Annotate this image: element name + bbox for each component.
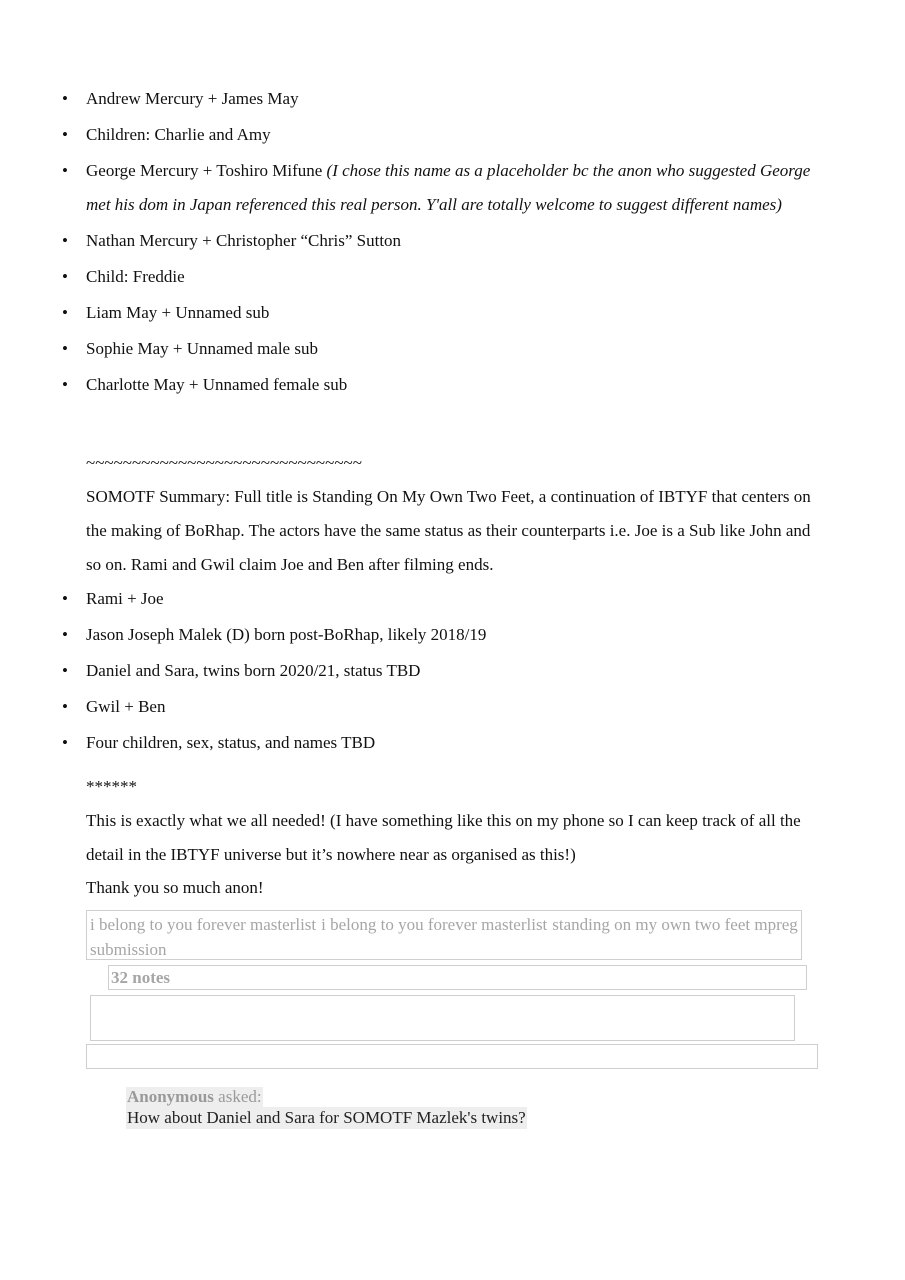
bullet-icon: • [62,661,68,680]
reply-text: This is exactly what we all needed! (I have something like this on my phone so I can keep track of all the detail in the IBTYF universe but it’s nowhere near as organised as this!) [86,811,801,864]
list-item [0,82,905,116]
tag-link[interactable]: i belong to you forever masterlist [90,915,317,934]
family-list-b [0,582,905,762]
list-item-text: Sophie May + Unnamed male sub [86,339,318,358]
ask-header [126,1087,263,1107]
bullet-icon: • [62,375,68,394]
list-item [0,654,905,688]
list-item-text: Andrew Mercury + James May [86,89,299,108]
bullet-icon: • [62,625,68,644]
tags-box [86,910,802,960]
list-item-text: Child: Freddie [86,267,185,286]
divider-line: ~~~~~~~~~~~~~~~~~~~~~~~~~~~~~~ [86,453,362,472]
list-item-text: Gwil + Ben [86,697,166,716]
list-item [0,368,905,402]
bullet-icon: • [62,733,68,752]
list-item [0,690,905,724]
family-list-a [0,82,905,404]
bullet-icon: • [62,125,68,144]
empty-frame [86,1044,818,1069]
list-item [0,296,905,330]
list-item-text: Liam May + Unnamed sub [86,303,270,322]
list-item-text: George Mercury + Toshiro Mifune [86,161,327,180]
list-item-text: Rami + Joe [86,589,164,608]
somotf-summary: SOMOTF Summary: Full title is Standing On My Own Two Feet, a continuation of IBTYF that centers on the making of BoRhap. The actors have the same status as their counterparts i.e. Joe is a Sub like John and so on. Rami and Gwil claim Joe and Ben after filming ends. [86,487,811,574]
bullet-icon: • [62,267,68,286]
list-item [0,618,905,652]
list-item [0,224,905,258]
asked-label: asked: [218,1087,262,1106]
bullet-icon: • [62,303,68,322]
thanks-text: Thank you so much anon! [86,878,264,897]
list-item [0,118,905,152]
bullet-icon: • [62,89,68,108]
notes-count-box [108,965,807,990]
author-note: (I chose this name as a placeholder bc the anon who suggested George met his dom in Japan referenced this real person. Y'all are totally welcome to suggest different names) [86,161,811,214]
ask-question: How about Daniel and Sara for SOMOTF Mazlek's twins? [127,1108,526,1127]
list-item [0,332,905,366]
list-item [0,154,905,222]
list-item-text: Charlotte May + Unnamed female sub [86,375,348,394]
list-item-text: Four children, sex, status, and names TBD [86,733,376,752]
asker-name: Anonymous [127,1087,214,1106]
tag-link[interactable]: standing on my own two feet mpreg submission [90,915,798,959]
bullet-icon: • [62,589,68,608]
list-item [0,582,905,616]
list-item [0,260,905,294]
list-item-text: Jason Joseph Malek (D) born post-BoRhap, likely 2018/19 [86,625,487,644]
tag-link[interactable]: i belong to you forever masterlist [321,915,548,934]
list-item [0,726,905,760]
bullet-icon: • [62,339,68,358]
list-item-text: Nathan Mercury + Christopher “Chris” Sutton [86,231,402,250]
list-item-text: Children: Charlie and Amy [86,125,271,144]
bullet-icon: • [62,697,68,716]
bullet-icon: • [62,161,68,180]
stars-separator: ****** [86,777,137,796]
empty-frame [90,995,795,1041]
list-item-text: Daniel and Sara, twins born 2020/21, status TBD [86,661,421,680]
bullet-icon: • [62,231,68,250]
notes-count-link[interactable]: 32 notes [111,968,171,987]
